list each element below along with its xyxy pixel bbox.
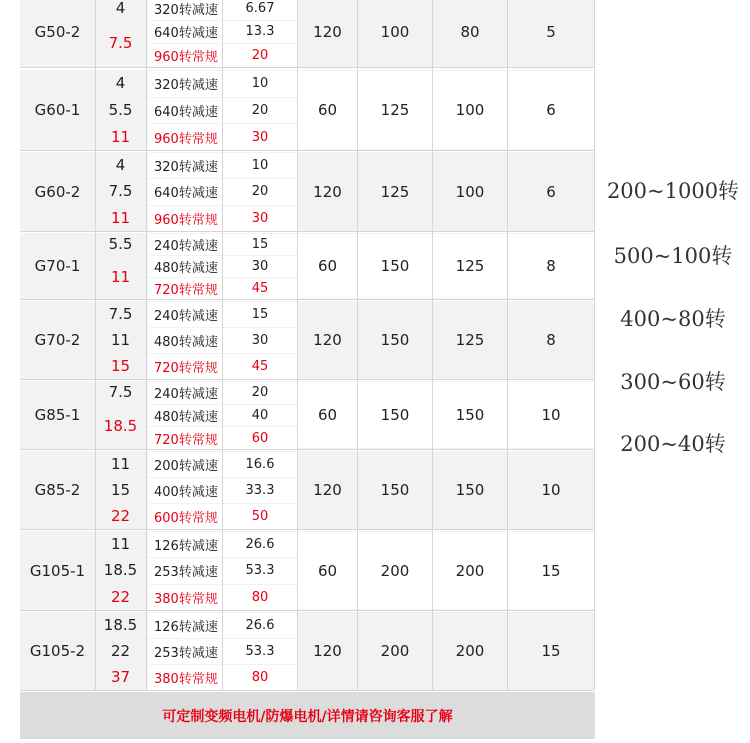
spec-value-c4: 6 xyxy=(508,71,594,149)
power-value: 7.5 xyxy=(108,182,133,201)
speed-mode: 240转减速 xyxy=(148,382,222,404)
speed-mode: 480转减速 xyxy=(148,405,222,427)
spec-value-c1: 60 xyxy=(298,382,357,448)
power-value: 5.5 xyxy=(108,235,133,253)
speed-mode: 960转常规 xyxy=(148,206,222,231)
speed-mode: 640转减速 xyxy=(148,179,222,204)
speed-mode: 126转减速 xyxy=(148,613,222,638)
spec-value-c4: 10 xyxy=(508,452,594,528)
ratio-value: 53.3 xyxy=(223,639,297,664)
power-value: 7.5 xyxy=(108,34,133,53)
ratio-value: 30 xyxy=(223,328,297,353)
power-value: 22 xyxy=(110,507,131,525)
ratio-value: 60 xyxy=(223,427,297,449)
power-value: 4 xyxy=(115,156,126,175)
ratio-value: 30 xyxy=(223,206,297,231)
ratio-value: 10 xyxy=(223,71,297,97)
spec-value-c1: 120 xyxy=(298,153,357,230)
power-value: 22 xyxy=(110,587,131,606)
model-name: G105-2 xyxy=(29,642,86,660)
column-divider xyxy=(507,0,508,690)
ratio-value: 20 xyxy=(223,179,297,204)
spec-value-c3: 150 xyxy=(433,452,507,528)
speed-mode: 720转常规 xyxy=(148,354,222,379)
spec-value-c3: 100 xyxy=(433,71,507,149)
speed-mode: 240转减速 xyxy=(148,234,222,255)
model-name: G70-2 xyxy=(34,331,81,349)
spec-value-c2: 200 xyxy=(358,613,432,689)
speed-mode: 320转减速 xyxy=(148,71,222,97)
speed-mode: 720转常规 xyxy=(148,427,222,449)
spec-value-c2: 150 xyxy=(358,382,432,448)
power-value: 37 xyxy=(110,668,131,686)
model-name: G85-2 xyxy=(34,481,81,499)
power-value: 11 xyxy=(110,535,131,554)
spec-value-c1: 60 xyxy=(298,234,357,298)
ratio-value: 30 xyxy=(223,124,297,150)
ratio-value: 20 xyxy=(223,98,297,124)
power-value: 5.5 xyxy=(108,100,133,119)
ratio-value: 10 xyxy=(223,153,297,178)
speed-mode: 200转减速 xyxy=(148,452,222,477)
spec-value-c1: 120 xyxy=(298,302,357,378)
power-value: 18.5 xyxy=(103,616,138,634)
column-divider xyxy=(432,0,433,690)
speed-mode: 960转常规 xyxy=(148,124,222,150)
power-value: 11 xyxy=(110,331,131,349)
spec-value-c4: 8 xyxy=(508,234,594,298)
speed-range-label-2: 500~100转 xyxy=(613,244,733,268)
row-divider xyxy=(20,690,594,691)
spec-value-c4: 5 xyxy=(508,0,594,66)
ratio-value: 13.3 xyxy=(223,21,297,44)
ratio-value: 80 xyxy=(223,665,297,690)
model-name: G70-1 xyxy=(34,257,81,275)
footer-note: 可定制变频电机/防爆电机/详情请咨询客服了解 xyxy=(20,692,595,739)
ratio-value: 16.6 xyxy=(223,452,297,477)
speed-mode: 640转减速 xyxy=(148,98,222,124)
power-value: 11 xyxy=(110,208,131,227)
ratio-value: 50 xyxy=(223,504,297,529)
spec-value-c1: 120 xyxy=(298,452,357,528)
spec-value-c3: 125 xyxy=(433,234,507,298)
power-value: 7.5 xyxy=(108,305,133,323)
ratio-value: 45 xyxy=(223,354,297,379)
spec-value-c2: 150 xyxy=(358,302,432,378)
spec-value-c1: 120 xyxy=(298,613,357,689)
ratio-value: 26.6 xyxy=(223,532,297,557)
ratio-value: 40 xyxy=(223,405,297,427)
power-value: 4 xyxy=(115,0,126,17)
spec-value-c1: 120 xyxy=(298,0,357,66)
column-divider xyxy=(297,0,298,690)
spec-value-c2: 150 xyxy=(358,234,432,298)
column-divider xyxy=(222,0,223,690)
ratio-value: 45 xyxy=(223,278,297,299)
spec-value-c3: 200 xyxy=(433,613,507,689)
speed-mode: 400转减速 xyxy=(148,478,222,503)
spec-value-c1: 60 xyxy=(298,71,357,149)
ratio-value: 53.3 xyxy=(223,558,297,583)
power-value: 15 xyxy=(110,481,131,499)
column-divider xyxy=(357,0,358,690)
spec-value-c4: 15 xyxy=(508,613,594,689)
ratio-value: 30 xyxy=(223,256,297,277)
ratio-value: 20 xyxy=(223,382,297,404)
speed-mode: 480转减速 xyxy=(148,328,222,353)
column-divider xyxy=(146,0,147,690)
ratio-value: 15 xyxy=(223,234,297,255)
spec-value-c2: 100 xyxy=(358,0,432,66)
model-name: G85-1 xyxy=(34,406,81,424)
power-value: 4 xyxy=(115,74,126,93)
spec-value-c2: 125 xyxy=(358,71,432,149)
spec-value-c3: 80 xyxy=(433,0,507,66)
spec-value-c3: 100 xyxy=(433,153,507,230)
power-value: 11 xyxy=(110,268,131,286)
power-value: 11 xyxy=(110,127,131,146)
spec-value-c3: 150 xyxy=(433,382,507,448)
model-name: G50-2 xyxy=(34,22,81,41)
ratio-value: 20 xyxy=(223,44,297,67)
speed-mode: 640转减速 xyxy=(148,21,222,44)
spec-value-c1: 60 xyxy=(298,532,357,609)
speed-mode: 126转减速 xyxy=(148,532,222,557)
speed-mode: 960转常规 xyxy=(148,44,222,67)
model-name: G60-1 xyxy=(34,101,81,119)
spec-value-c4: 8 xyxy=(508,302,594,378)
power-value: 7.5 xyxy=(108,383,133,402)
model-name: G60-2 xyxy=(34,182,81,201)
speed-mode: 720转常规 xyxy=(148,278,222,299)
speed-mode: 253转减速 xyxy=(148,558,222,583)
spec-value-c2: 200 xyxy=(358,532,432,609)
speed-mode: 240转减速 xyxy=(148,302,222,327)
power-value: 11 xyxy=(110,455,131,473)
speed-mode: 320转减速 xyxy=(148,153,222,178)
spec-value-c2: 125 xyxy=(358,153,432,230)
ratio-value: 6.67 xyxy=(223,0,297,20)
power-value: 18.5 xyxy=(103,417,138,436)
speed-range-label-5: 200~40转 xyxy=(620,432,726,456)
ratio-value: 15 xyxy=(223,302,297,327)
spec-value-c4: 6 xyxy=(508,153,594,230)
column-divider xyxy=(95,0,96,690)
spec-value-c4: 10 xyxy=(508,382,594,448)
speed-mode: 380转常规 xyxy=(148,585,222,610)
speed-mode: 600转常规 xyxy=(148,504,222,529)
column-divider xyxy=(594,0,595,690)
speed-mode: 253转减速 xyxy=(148,639,222,664)
spec-value-c2: 150 xyxy=(358,452,432,528)
ratio-value: 80 xyxy=(223,585,297,610)
speed-range-label-1: 200~1000转 xyxy=(606,179,740,203)
spec-value-c3: 200 xyxy=(433,532,507,609)
speed-mode: 380转常规 xyxy=(148,665,222,690)
speed-range-label-4: 300~60转 xyxy=(620,370,726,394)
power-value: 22 xyxy=(110,642,131,660)
power-value: 18.5 xyxy=(103,561,138,580)
speed-mode: 480转减速 xyxy=(148,256,222,277)
spec-value-c3: 125 xyxy=(433,302,507,378)
ratio-value: 33.3 xyxy=(223,478,297,503)
speed-range-label-3: 400~80转 xyxy=(620,307,726,331)
ratio-value: 26.6 xyxy=(223,613,297,638)
power-value: 15 xyxy=(110,357,131,375)
spec-value-c4: 15 xyxy=(508,532,594,609)
speed-mode: 320转减速 xyxy=(148,0,222,20)
model-name: G105-1 xyxy=(29,561,86,580)
